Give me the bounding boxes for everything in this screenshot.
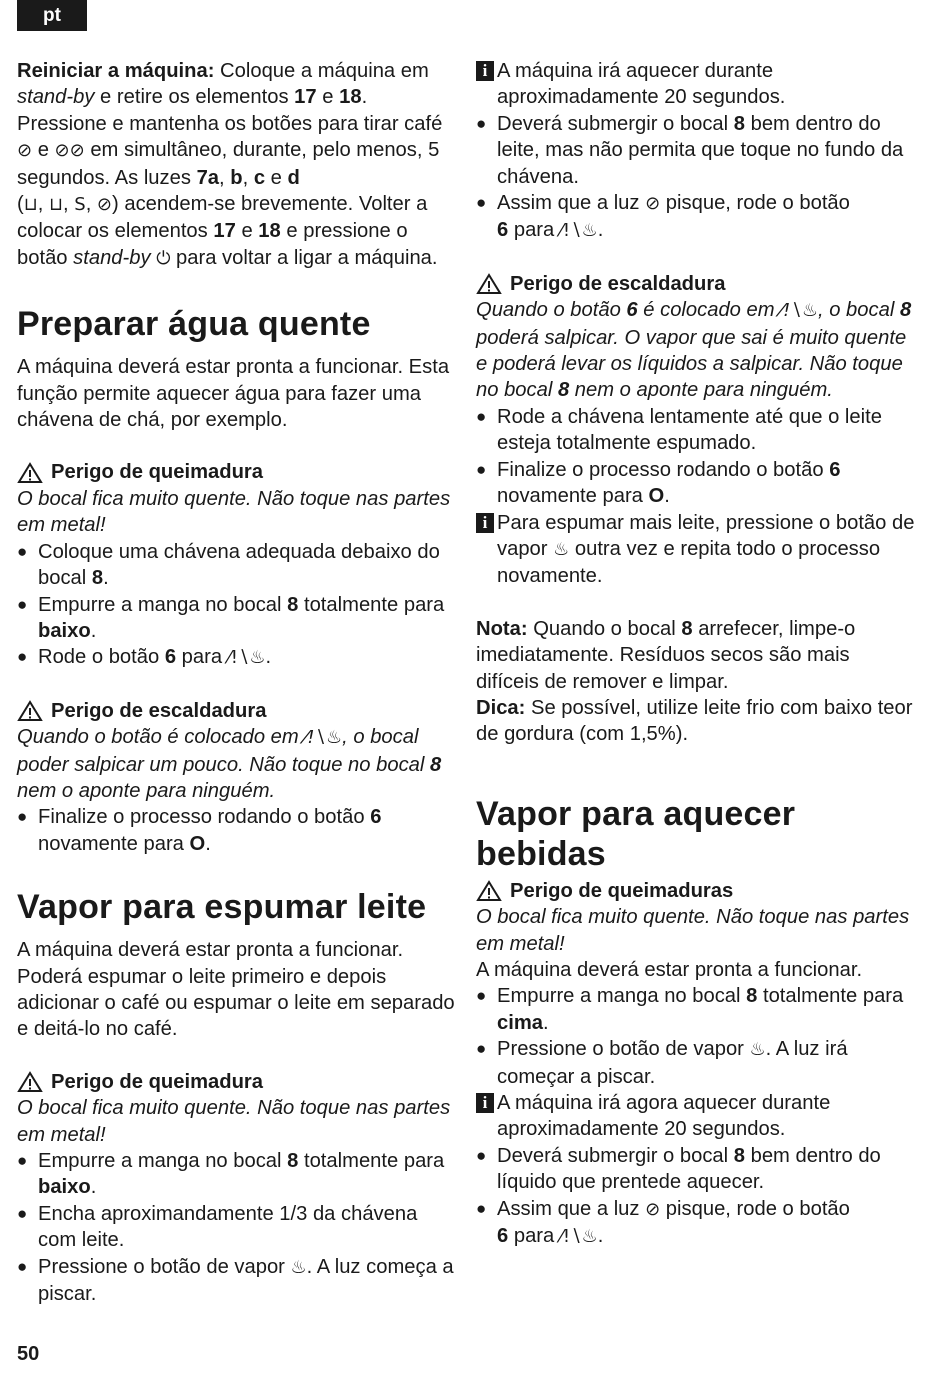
warning-triangle-icon <box>476 880 502 902</box>
warning-scald-heading: Perigo de escaldadura <box>476 271 916 297</box>
hot-water-heading: Preparar água quente <box>17 305 371 344</box>
warning-scald-text: Quando o botão é colocado em ⁄!∖♨, o bocal poder salpicar um pouco. Não toque no bocal 8 nem o aponte para ninguém. <box>17 726 442 802</box>
left-column <box>17 58 457 1307</box>
list-item: ● Pressione o botão de vapor ♨. A luz começa a piscar. <box>17 1254 457 1308</box>
steam-light-icon: ⊘ <box>645 193 661 215</box>
steam-steps <box>476 983 916 1090</box>
right-column <box>476 58 916 1250</box>
list-item: ● Encha aproximandamente 1/3 da chávena com leite. <box>17 1201 457 1254</box>
steam-icon: ♨ <box>553 538 570 560</box>
warning-scald-heading: Perigo de escaldadura <box>17 698 457 724</box>
warning-burn-text: O bocal fica muito quente. Não toque nas partes em metal! <box>17 1097 451 1146</box>
water-tank-icon: ⊔ <box>23 194 38 216</box>
list-item: ● Assim que a luz ⊘ pisque, rode o botão 6 para ⁄!∖♨. <box>476 1196 916 1251</box>
warning-scald-text: Quando o botão 6 é colocado em ⁄!∖♨, o bocal 8 poderá salpicar. O vapor que sai é muito quente e poderá levar os líquidos a salpicar. Não toque no bocal 8 nem o aponte para ninguém. <box>476 299 912 402</box>
double-coffee-icon: ⊘⊘ <box>54 140 85 162</box>
note-paragraph: Nota: Quando o bocal 8 arrefecer, limpe-o imediatamente. Resíduos secos são mais difíceis de remover e limpar. <box>476 617 856 693</box>
warning-burn-heading: Perigo de queimadura <box>17 1069 457 1095</box>
descale-icon: S <box>74 194 86 216</box>
hot-water-steam-icon: ⁄!∖♨ <box>559 220 598 242</box>
reset-paragraph: Reiniciar a máquina: Coloque a máquina em stand-by e retire os elementos 17 e 18. Pressione e mantenha os botões para tirar café ⊘ e ⊘⊘ em simultâneo, durante, pelo menos, 5 segundos. As luzes 7a, b, c e d (⊔, ⊔, S, ⊘) acendem-se brevemente. Volter a colocar os elementos 17 e 18 e pressione o botão stand-by ⏻ para voltar a ligar a máquina. <box>17 58 457 272</box>
steam-icon: ♨ <box>749 1039 766 1061</box>
hot-water-steam-icon: ⁄!∖♨ <box>559 1226 598 1248</box>
hot-water-steps <box>17 539 457 672</box>
tip-paragraph: Dica: Se possível, utilize leite frio com baixo teor de gordura (com 1,5%). <box>476 696 913 746</box>
hot-water-final-step <box>17 804 457 857</box>
steam-light-icon: ⊘ <box>645 1198 661 1220</box>
warning-burn-text: O bocal fica muito quente. Não toque nas partes em metal! <box>17 487 451 537</box>
froth-milk-steps <box>17 1148 457 1307</box>
list-item: ● Empurre a manga no bocal 8 totalmente para baixo. <box>17 592 457 645</box>
info-icon: i <box>476 513 494 533</box>
list-item: ● Deverá submergir o bocal 8 bem dentro do líquido que prentede aquecer. <box>476 1143 916 1196</box>
list-item: ● Finalize o processo rodando o botão 6 novamente para O. <box>17 804 457 857</box>
info-note: i A máquina irá aquecer durante aproximadamente 20 segundos. <box>476 58 916 111</box>
froth-milk-heading: Vapor para espumar leite <box>17 888 427 927</box>
warning-triangle-icon <box>17 1071 43 1093</box>
info-icon: i <box>476 1093 494 1113</box>
hot-water-steam-icon: ⁄!∖♨ <box>780 300 818 322</box>
list-item: ● Finalize o processo rodando o botão 6 novamente para O. <box>476 457 916 510</box>
warning-burns-heading: Perigo de queimaduras <box>476 878 916 904</box>
steam-drinks-heading: Vapor para aquecer bebidas <box>476 794 796 873</box>
list-item: ● Assim que a luz ⊘ pisque, rode o botão 6 para ⁄!∖♨. <box>476 190 916 245</box>
info-note: i A máquina irá agora aquecer durante aproximadamente 20 segundos. <box>476 1090 916 1143</box>
froth-continued-steps <box>476 111 916 245</box>
info-icon: i <box>476 61 494 81</box>
list-item: ● Rode a chávena lentamente até que o leite esteja totalmente espumado. <box>476 404 916 457</box>
warning-triangle-icon <box>17 700 43 722</box>
single-coffee-icon: ⊘ <box>17 140 33 162</box>
froth-milk-intro: A máquina deverá estar pronta a funcionar. Poderá espumar o leite primeiro e depois adicionar o café ou espumar o leite em separado e deitá-lo no café. <box>17 939 455 1041</box>
language-tab: pt <box>17 0 87 31</box>
warning-burn-heading: Perigo de queimadura <box>17 459 457 485</box>
steam-light-icon: ⊘ <box>96 194 113 216</box>
steam-intro: A máquina deverá estar pronta a funcionar. <box>476 958 863 981</box>
list-item: ● Pressione o botão de vapor ♨. A luz irá começar a piscar. <box>476 1036 916 1090</box>
warning-burns-text: O bocal fica muito quente. Não toque nas partes em metal! <box>476 906 910 955</box>
hot-water-intro: A máquina deverá estar pronta a funcionar. Esta função permite aquecer água para fazer uma chávena de chá, por exemplo. <box>17 356 450 432</box>
info-note: i Para espumar mais leite, pressione o botão de vapor ♨ outra vez e repita todo o processo novamente. <box>476 510 916 590</box>
list-item: ● Deverá submergir o bocal 8 bem dentro do leite, mas não permita que toque no fundo da chávena. <box>476 111 916 190</box>
list-item: ● Coloque uma chávena adequada debaixo do bocal 8. <box>17 539 457 592</box>
warning-triangle-icon <box>17 462 43 484</box>
hot-water-steam-icon: ⁄!∖♨ <box>227 647 266 669</box>
drip-tray-icon: ⊔ <box>49 194 64 216</box>
froth-final-steps <box>476 404 916 510</box>
steam-icon: ♨ <box>290 1256 307 1278</box>
power-icon: ⏻ <box>156 247 171 269</box>
hot-water-steam-icon: ⁄!∖♨ <box>304 727 343 749</box>
list-item: ● Rode o botão 6 para ⁄!∖♨. <box>17 644 457 671</box>
list-item: ● Empurre a manga no bocal 8 totalmente para baixo. <box>17 1148 457 1201</box>
page-number: 50 <box>17 1343 40 1365</box>
steam-final-steps <box>476 1143 916 1251</box>
list-item: ● Empurre a manga no bocal 8 totalmente para cima. <box>476 983 916 1036</box>
warning-triangle-icon <box>476 273 502 295</box>
